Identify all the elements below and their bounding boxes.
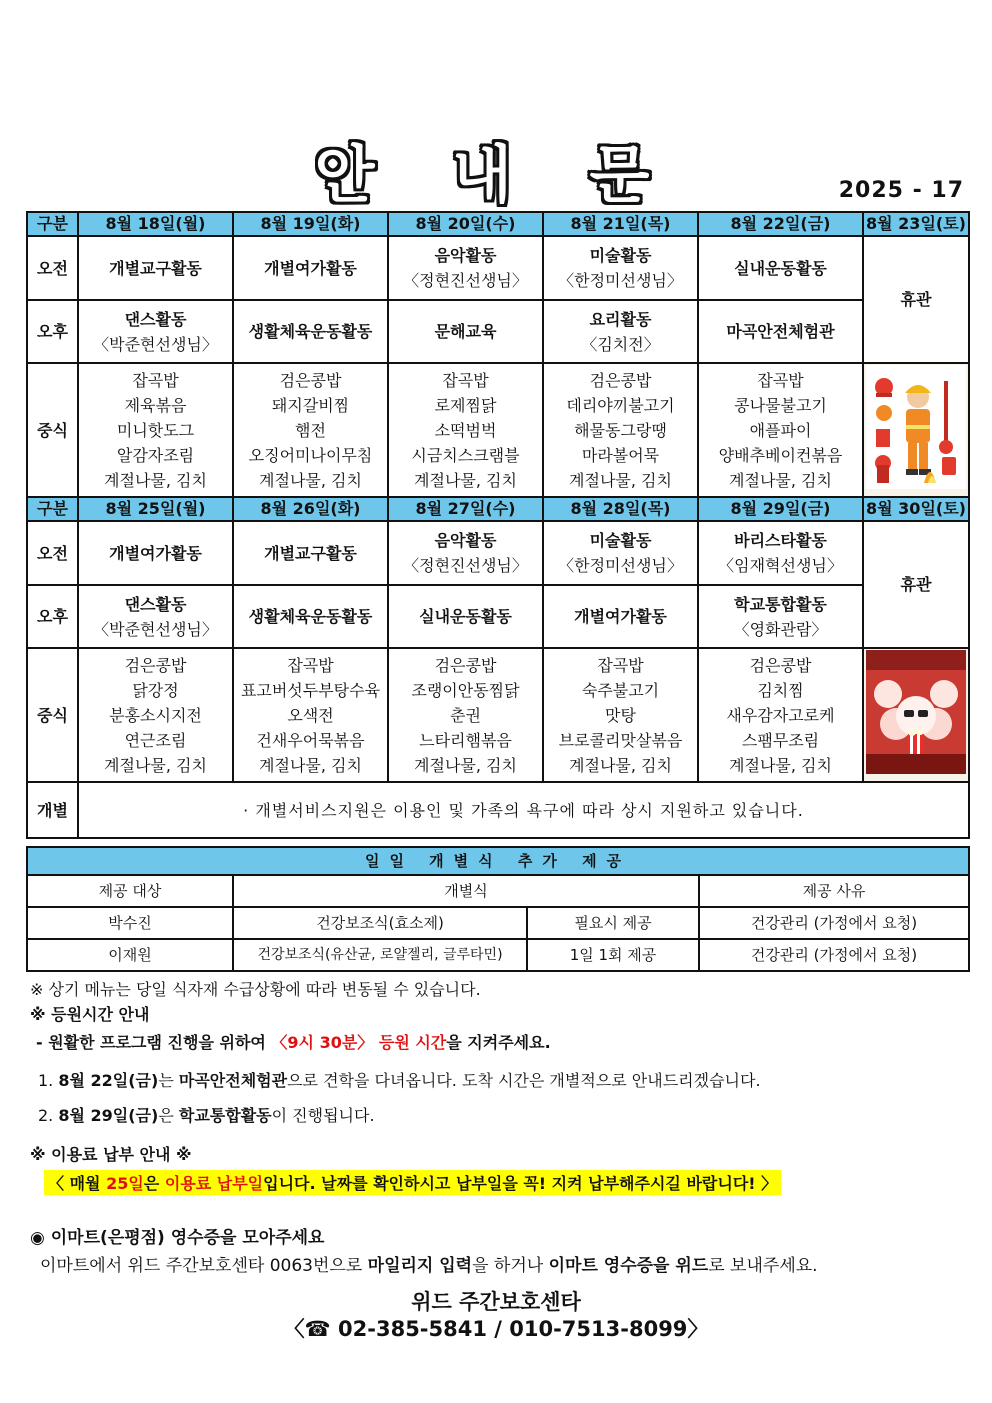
- meal-cell: 검은콩밥 데리야끼불고기 해물동그랑땡 마라볼어묵 계절나물, 김치: [543, 363, 698, 497]
- activity-cell: 실내운동활동: [698, 236, 863, 300]
- emart-title: ◉ 이마트(은평점) 영수증을 모아주세요: [30, 1228, 325, 1248]
- activity-cell: 음악활동 〈정현진선생님〉: [388, 521, 543, 585]
- date-cell: 8월 19일(화): [233, 212, 388, 236]
- date-cell: 8월 21일(목): [543, 212, 698, 236]
- week1-am-row: [27, 236, 969, 300]
- extra-meal-header: [27, 847, 969, 875]
- activity-cell: 학교통합활동 〈영화관람〉: [698, 585, 863, 648]
- meal-cell: 검은콩밥 돼지갈비찜 햄전 오징어미나이무침 계절나물, 김치: [233, 363, 388, 497]
- activity-cell: 음악활동 〈정현진선생님〉: [388, 236, 543, 300]
- food-cell: 건강보조식(유산균, 로얄젤리, 글루타민): [233, 939, 527, 971]
- meal-cell: 잡곡밥 숙주불고기 맛탕 브로콜리맛살볶음 계절나물, 김치: [543, 648, 698, 782]
- date-cell: 8월 18일(월): [78, 212, 233, 236]
- row-label-am: 오전: [27, 236, 78, 300]
- meal-cell: 검은콩밥 김치찜 새우감자고로케 스팸무조림 계절나물, 김치: [698, 648, 863, 782]
- table-row: [27, 907, 969, 939]
- date-cell: 8월 25일(월): [78, 497, 233, 521]
- center-name: 위드 주간보호센타: [411, 1290, 581, 1314]
- menu-note: ※ 상기 메뉴는 당일 식자재 수급상황에 따라 변동될 수 있습니다.: [30, 980, 481, 999]
- schedule-table: [26, 211, 970, 839]
- frequency-cell: 필요시 제공: [527, 907, 699, 939]
- activity-cell: 실내운동활동: [388, 585, 543, 648]
- activity-cell: 댄스활동 〈박준현선생님〉: [78, 300, 233, 363]
- activity-cell: 개별여가활동: [233, 236, 388, 300]
- date-cell: 8월 20일(수): [388, 212, 543, 236]
- activity-cell: 개별교구활동: [233, 521, 388, 585]
- activity-cell: 문해교육: [388, 300, 543, 363]
- extra-meal-table: [26, 846, 970, 972]
- week1-meal-row: [27, 363, 969, 497]
- activity-cell: 미술활동 〈한정미선생님〉: [543, 521, 698, 585]
- row-label-meal: 중식: [27, 648, 78, 782]
- row-label-individual: 개별: [27, 782, 78, 838]
- date-cell: 8월 23일(토): [863, 212, 969, 236]
- meal-cell: 잡곡밥 제육볶음 미니핫도그 알감자조림 계절나물, 김치: [78, 363, 233, 497]
- notice-item-1: 1. 8월 22일(금)는 마곡안전체험관으로 견학을 다녀옵니다. 도착 시간은 개별적으로 안내드리겠습니다.: [38, 1071, 761, 1090]
- target-cell: 이재원: [27, 939, 233, 971]
- activity-cell: 마곡안전체험관: [698, 300, 863, 363]
- date-cell: 8월 29일(금): [698, 497, 863, 521]
- date-cell: 8월 22일(금): [698, 212, 863, 236]
- frequency-cell: 1일 1회 제공: [527, 939, 699, 971]
- firefighter-illustration: [863, 363, 969, 497]
- date-cell: 8월 30일(토): [863, 497, 969, 521]
- center-phone: 〈☎ 02-385-5841 / 010-7513-8099〉: [283, 1317, 709, 1341]
- arrival-title: ※ 등원시간 안내: [30, 1005, 150, 1024]
- activity-cell: 미술활동 〈한정미선생님〉: [543, 236, 698, 300]
- food-cell: 건강보조식(효소제): [233, 907, 527, 939]
- arrival-notice: - 원활한 프로그램 진행을 위하여 〈9시 30분〉 등원 시간을 지켜주세요.: [36, 1033, 551, 1052]
- activity-cell: 바리스타활동 〈임재혁선생님〉: [698, 521, 863, 585]
- fee-title: ※ 이용료 납부 안내 ※: [30, 1145, 192, 1164]
- target-cell: 박수진: [27, 907, 233, 939]
- row-label-meal: 중식: [27, 363, 78, 497]
- week2-am-row: [27, 521, 969, 585]
- extra-meal-columns: [27, 875, 969, 907]
- week1-pm-row: [27, 300, 969, 363]
- meal-cell: 검은콩밥 닭강정 분홍소시지전 연근조림 계절나물, 김치: [78, 648, 233, 782]
- meal-cell: 검은콩밥 조랭이안동찜닭 춘권 느타리햄볶음 계절나물, 김치: [388, 648, 543, 782]
- date-cell: 8월 27일(수): [388, 497, 543, 521]
- activity-cell: 생활체육운동활동: [233, 300, 388, 363]
- individual-row: [27, 782, 969, 838]
- individual-text: · 개별서비스지원은 이용인 및 가족의 욕구에 따라 상시 지원하고 있습니다.: [78, 782, 969, 838]
- table-row: [27, 939, 969, 971]
- row-label-pm: 오후: [27, 585, 78, 648]
- date-cell: 8월 26일(화): [233, 497, 388, 521]
- column-header: 제공 사유: [699, 875, 969, 907]
- row-label-am: 오전: [27, 521, 78, 585]
- activity-cell: 개별교구활동: [78, 236, 233, 300]
- reason-cell: 건강관리 (가정에서 요청): [699, 907, 969, 939]
- page-title: 안 내 문: [314, 138, 678, 211]
- meal-cell: 잡곡밥 표고버섯두부탕수육 오색전 건새우어묵볶음 계절나물, 김치: [233, 648, 388, 782]
- activity-cell: 생활체육운동활동: [233, 585, 388, 648]
- reason-cell: 건강관리 (가정에서 요청): [699, 939, 969, 971]
- meal-cell: 잡곡밥 콩나물불고기 애플파이 양배추베이컨볶음 계절나물, 김치: [698, 363, 863, 497]
- header-cell: 구분: [27, 497, 78, 521]
- closed-cell: 휴관: [863, 236, 969, 363]
- week1-header-row: [27, 212, 969, 236]
- week2-pm-row: [27, 585, 969, 648]
- extra-meal-title: 일일 개별식 추가 제공: [27, 847, 969, 875]
- closed-cell: 휴관: [863, 521, 969, 648]
- document-number: 2025 - 17: [838, 178, 964, 203]
- meal-cell: 잡곡밥 로제찜닭 소떡범벅 시금치스크램블 계절나물, 김치: [388, 363, 543, 497]
- cinema-illustration: [863, 648, 969, 782]
- column-header: 개별식: [233, 875, 699, 907]
- week2-meal-row: [27, 648, 969, 782]
- fee-notice: 〈 매월 25일은 이용료 납부일입니다. 날짜를 확인하시고 납부일을 꼭! 지켜 납부해주시길 바랍니다! 〉: [44, 1170, 781, 1195]
- activity-cell: 개별여가활동: [78, 521, 233, 585]
- activity-cell: 댄스활동 〈박준현선생님〉: [78, 585, 233, 648]
- notice-item-2: 2. 8월 29일(금)은 학교통합활동이 진행됩니다.: [38, 1106, 375, 1125]
- emart-notice: 이마트에서 위드 주간보호센타 0063번으로 마일리지 입력을 하거나 이마트 영수증을 위드로 보내주세요.: [40, 1256, 818, 1276]
- activity-cell: 요리활동 〈김치전〉: [543, 300, 698, 363]
- date-cell: 8월 28일(목): [543, 497, 698, 521]
- week2-header-row: [27, 497, 969, 521]
- column-header: 제공 대상: [27, 875, 233, 907]
- row-label-pm: 오후: [27, 300, 78, 363]
- activity-cell: 개별여가활동: [543, 585, 698, 648]
- header-cell: 구분: [27, 212, 78, 236]
